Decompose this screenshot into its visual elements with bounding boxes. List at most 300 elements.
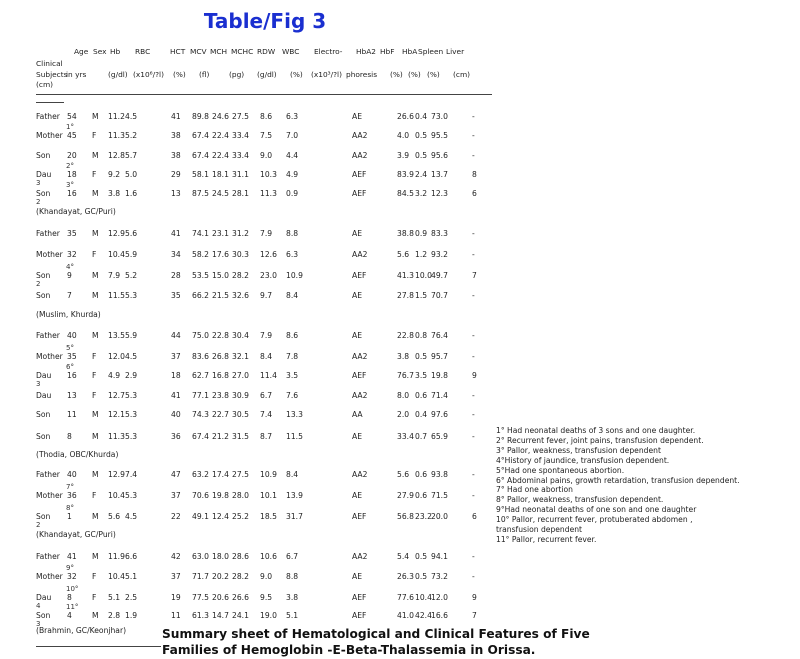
cell-age: 1 — [67, 512, 72, 521]
cell-wbc: 11.5 — [286, 432, 303, 441]
cell-hba: 97.6 — [431, 410, 448, 419]
cell-hct: 42 — [171, 552, 181, 561]
cell-age: 35 — [67, 352, 77, 361]
cell-wbc: 13.3 — [286, 410, 303, 419]
family-caption: (Khandayat, GC/Puri) — [36, 530, 116, 539]
cell-hct: 35 — [171, 291, 181, 300]
cell-sex: M — [92, 271, 99, 280]
cell-sex: F — [92, 593, 97, 602]
cell-age: 32 — [67, 250, 77, 259]
footnote: 2° Recurrent fever, joint pains, transfusion dependent. — [496, 435, 704, 445]
table-row — [0, 611, 500, 622]
cell-rbc: 5.2 — [125, 131, 138, 140]
cell-hb: 10.4 — [108, 572, 125, 581]
header-hbf: HbF — [380, 47, 395, 56]
cell-spleen: - — [472, 491, 475, 500]
cell-mch: 17.4 — [212, 470, 229, 479]
cell-subject: Dau — [36, 371, 52, 380]
cell-hb: 3.8 — [108, 189, 121, 198]
cell-mchc: 30.3 — [232, 250, 249, 259]
cell-hb: 11.2 — [108, 112, 125, 121]
table-row — [0, 189, 500, 200]
subject-index: 2 — [36, 198, 41, 206]
header-clinical: Clinical — [36, 59, 63, 68]
cell-hba2: 2.0 — [397, 410, 410, 419]
cell-hba2: 77.6 — [397, 593, 414, 602]
cell-spleen: 7 — [472, 611, 477, 620]
cell-hbf: 0.7 — [415, 432, 428, 441]
cell-mcv: 67.4 — [192, 151, 209, 160]
cell-sex: F — [92, 491, 97, 500]
cell-mcv: 58.2 — [192, 250, 209, 259]
cell-spleen: 9 — [472, 371, 477, 380]
cell-hba: 93.2 — [431, 250, 448, 259]
cell-rbc: 5.3 — [125, 391, 138, 400]
cell-hct: 37 — [171, 352, 181, 361]
cell-electro: AA2 — [352, 250, 368, 259]
cell-hb: 11.3 — [108, 432, 125, 441]
cell-rbc: 5.7 — [125, 151, 138, 160]
family-caption: (Khandayat, GC/Puri) — [36, 207, 116, 216]
cell-hbf: 10.4 — [415, 593, 432, 602]
cell-mchc: 27.5 — [232, 112, 249, 121]
cell-mcv: 49.1 — [192, 512, 209, 521]
header-electro: Electro- — [314, 47, 343, 56]
cell-hba: 12.3 — [431, 189, 448, 198]
cell-rdw: 10.3 — [260, 170, 277, 179]
cell-mchc: 32.6 — [232, 291, 249, 300]
header-cm: (cm) — [36, 80, 54, 89]
cell-spleen: - — [472, 572, 475, 581]
cell-wbc: 3.5 — [286, 371, 299, 380]
footnote-mark: 7° — [66, 483, 74, 491]
cell-mch: 26.8 — [212, 352, 229, 361]
table-row — [0, 291, 500, 302]
cell-mchc: 33.4 — [232, 131, 249, 140]
cell-age: 16 — [67, 371, 77, 380]
caption-line-2: Families of Hemoglobin -E-Beta-Thalassemia in Orissa. — [162, 643, 536, 657]
cell-wbc: 8.8 — [286, 572, 299, 581]
cell-mch: 21.5 — [212, 291, 229, 300]
cell-rdw: 9.7 — [260, 291, 273, 300]
cell-mch: 23.8 — [212, 391, 229, 400]
cell-rbc: 4.5 — [125, 112, 138, 121]
footnote: 7° Had one abortion — [496, 485, 573, 495]
cell-hba2: 41.3 — [397, 271, 414, 280]
header-age: Age — [74, 47, 89, 56]
cell-electro: AEF — [352, 512, 367, 521]
cell-rdw: 7.4 — [260, 410, 273, 419]
cell-hbf: 3.2 — [415, 189, 428, 198]
cell-wbc: 8.4 — [286, 291, 299, 300]
cell-electro: AEF — [352, 189, 367, 198]
cell-hba: 70.7 — [431, 291, 448, 300]
cell-electro: AA2 — [352, 391, 368, 400]
cell-wbc: 10.9 — [286, 271, 303, 280]
figure-caption — [162, 626, 612, 658]
cell-hct: 38 — [171, 151, 181, 160]
footnote-mark: 5° — [66, 344, 74, 352]
cell-hb: 7.9 — [108, 271, 121, 280]
cell-rbc: 5.9 — [125, 331, 138, 340]
cell-hba2: 3.8 — [397, 352, 410, 361]
header-spleen: Spleen — [418, 47, 444, 56]
cell-hbf: 0.5 — [415, 552, 428, 561]
cell-sex: F — [92, 391, 97, 400]
cell-hba: 49.7 — [431, 271, 448, 280]
cell-hbf: 42.4 — [415, 611, 432, 620]
cell-electro: AA2 — [352, 352, 368, 361]
cell-wbc: 6.3 — [286, 250, 299, 259]
table-row — [0, 229, 500, 240]
cell-wbc: 8.8 — [286, 229, 299, 238]
cell-hba2: 27.9 — [397, 491, 414, 500]
cell-spleen: 9 — [472, 593, 477, 602]
cell-hb: 12.9 — [108, 470, 125, 479]
header-mch: MCH — [210, 47, 228, 56]
table-row — [0, 470, 500, 481]
cell-subject: Mother — [36, 250, 63, 259]
cell-hbf: 0.9 — [415, 229, 428, 238]
cell-hb: 5.6 — [108, 512, 121, 521]
cell-wbc: 7.8 — [286, 352, 299, 361]
cell-mchc: 30.4 — [232, 331, 249, 340]
cell-electro: AEF — [352, 271, 367, 280]
cell-hba: 73.0 — [431, 112, 448, 121]
cell-hba: 65.9 — [431, 432, 448, 441]
cell-hbf: 0.4 — [415, 410, 428, 419]
cell-mcv: 70.6 — [192, 491, 209, 500]
cell-hb: 4.9 — [108, 371, 121, 380]
cell-mch: 18.0 — [212, 552, 229, 561]
cell-rdw: 9.5 — [260, 593, 273, 602]
cell-mcv: 62.7 — [192, 371, 209, 380]
cell-subject: Father — [36, 229, 60, 238]
cell-hbf: 0.4 — [415, 112, 428, 121]
subject-index: 4 — [36, 602, 41, 610]
cell-hba2: 4.0 — [397, 131, 410, 140]
cell-hba2: 5.4 — [397, 552, 410, 561]
table-row — [0, 112, 500, 123]
footnote-mark: 2° — [66, 162, 74, 170]
cell-sex: M — [92, 552, 99, 561]
header-wbc: WBC — [282, 47, 300, 56]
cell-rdw: 9.0 — [260, 151, 273, 160]
cell-hba2: 8.0 — [397, 391, 410, 400]
cell-subject: Mother — [36, 491, 63, 500]
cell-subject: Son — [36, 291, 51, 300]
cell-electro: AEF — [352, 593, 367, 602]
cell-hba2: 76.7 — [397, 371, 414, 380]
table-row — [0, 151, 500, 162]
cell-electro: AA2 — [352, 470, 368, 479]
caption-rule — [36, 646, 161, 647]
header-hba-unit: (%) — [427, 70, 440, 79]
cell-hba: 95.7 — [431, 352, 448, 361]
table-row — [0, 371, 500, 382]
header-rbc-unit: (x10⁶/?l) — [133, 70, 164, 79]
cell-rbc: 5.1 — [125, 572, 138, 581]
footnote: 4°History of jaundice, transfusion dependent. — [496, 455, 670, 465]
cell-rdw: 10.6 — [260, 552, 277, 561]
subject-index: 2 — [36, 280, 41, 288]
cell-subject: Son — [36, 189, 51, 198]
cell-hct: 47 — [171, 470, 181, 479]
cell-hct: 34 — [171, 250, 181, 259]
cell-hb: 11.3 — [108, 131, 125, 140]
cell-electro: AE — [352, 291, 362, 300]
table-row — [0, 491, 500, 502]
cell-hba2: 26.6 — [397, 112, 414, 121]
cell-age: 40 — [67, 331, 77, 340]
cell-hb: 10.4 — [108, 491, 125, 500]
table-row — [0, 391, 500, 402]
cell-age: 32 — [67, 572, 77, 581]
family-caption: (Brahmin, GC/Keonjhar) — [36, 626, 127, 635]
cell-rbc: 5.3 — [125, 410, 138, 419]
table-row — [0, 170, 500, 181]
cell-rbc: 4.5 — [125, 512, 138, 521]
cell-subject: Mother — [36, 572, 63, 581]
cell-wbc: 7.0 — [286, 131, 299, 140]
cell-hbf: 2.4 — [415, 170, 428, 179]
cell-hbf: 0.6 — [415, 470, 428, 479]
table-row — [0, 552, 500, 563]
cell-spleen: 8 — [472, 170, 477, 179]
cell-hba2: 3.9 — [397, 151, 410, 160]
cell-spleen: 6 — [472, 189, 477, 198]
cell-subject: Father — [36, 112, 60, 121]
cell-hct: 41 — [171, 112, 181, 121]
footnote-mark: 11° — [66, 603, 79, 611]
cell-wbc: 5.1 — [286, 611, 299, 620]
cell-mchc: 33.4 — [232, 151, 249, 160]
cell-mcv: 89.8 — [192, 112, 209, 121]
cell-electro: AEF — [352, 611, 367, 620]
cell-wbc: 4.4 — [286, 151, 299, 160]
header-hba2-unit: (%) — [390, 70, 403, 79]
cell-subject: Father — [36, 470, 60, 479]
cell-age: 16 — [67, 189, 77, 198]
cell-rbc: 1.6 — [125, 189, 138, 198]
cell-mch: 14.7 — [212, 611, 229, 620]
cell-rbc: 5.6 — [125, 229, 138, 238]
cell-hb: 12.1 — [108, 410, 125, 419]
cell-mchc: 27.0 — [232, 371, 249, 380]
cell-mch: 19.8 — [212, 491, 229, 500]
caption-line-1: Summary sheet of Hematological and Clinical Features of Five — [162, 627, 590, 641]
cell-hba2: 41.0 — [397, 611, 414, 620]
cell-age: 4 — [67, 611, 72, 620]
cell-wbc: 8.6 — [286, 331, 299, 340]
header-subjects: Subjects — [36, 70, 68, 79]
cell-mchc: 24.1 — [232, 611, 249, 620]
cell-spleen: - — [472, 291, 475, 300]
cell-rdw: 8.4 — [260, 352, 273, 361]
cell-wbc: 0.9 — [286, 189, 299, 198]
cell-hct: 18 — [171, 371, 181, 380]
cell-hb: 12.7 — [108, 391, 125, 400]
cell-age: 40 — [67, 470, 77, 479]
cell-spleen: - — [472, 391, 475, 400]
header-in-yrs: in yrs — [66, 70, 87, 79]
cell-hct: 44 — [171, 331, 181, 340]
header-rdw-unit: (%) — [290, 70, 303, 79]
cell-hct: 11 — [171, 611, 181, 620]
cell-mch: 22.8 — [212, 331, 229, 340]
header-mchc-unit: (g/dl) — [257, 70, 277, 79]
cell-mcv: 87.5 — [192, 189, 209, 198]
cell-mchc: 31.2 — [232, 229, 249, 238]
cell-sex: M — [92, 291, 99, 300]
cell-electro: AA2 — [352, 151, 368, 160]
page-title: Table/Fig 3 — [203, 9, 327, 33]
cell-age: 13 — [67, 391, 77, 400]
cell-sex: F — [92, 572, 97, 581]
cell-mch: 22.4 — [212, 151, 229, 160]
cell-hct: 41 — [171, 229, 181, 238]
cell-rdw: 11.4 — [260, 371, 277, 380]
cell-hba: 94.1 — [431, 552, 448, 561]
cell-subject: Mother — [36, 352, 63, 361]
cell-spleen: - — [472, 229, 475, 238]
cell-rbc: 2.9 — [125, 371, 138, 380]
cell-mch: 12.4 — [212, 512, 229, 521]
cell-rdw: 18.5 — [260, 512, 277, 521]
cell-age: 36 — [67, 491, 77, 500]
cell-subject: Dau — [36, 593, 52, 602]
cell-subject: Son — [36, 611, 51, 620]
cell-hba2: 5.6 — [397, 250, 410, 259]
family-caption: (Muslim, Khurda) — [36, 310, 101, 319]
cell-mchc: 30.5 — [232, 410, 249, 419]
cell-hba2: 27.8 — [397, 291, 414, 300]
header-mchc: MCHC — [231, 47, 254, 56]
cell-mcv: 67.4 — [192, 432, 209, 441]
cell-mch: 22.4 — [212, 131, 229, 140]
cell-age: 54 — [67, 112, 77, 121]
cell-rdw: 6.7 — [260, 391, 273, 400]
table-row — [0, 352, 500, 363]
cell-hba: 71.4 — [431, 391, 448, 400]
cell-sex: M — [92, 331, 99, 340]
header-hba2: HbA2 — [356, 47, 377, 56]
cell-hb: 12.8 — [108, 151, 125, 160]
cell-hba: 19.8 — [431, 371, 448, 380]
footnote: 11° Pallor, recurrent fever. — [496, 534, 597, 544]
header-wbc-unit: (x10³/?l) — [311, 70, 342, 79]
footnote: 3° Pallor, weakness, transfusion dependent — [496, 445, 661, 455]
cell-hbf: 3.5 — [415, 371, 428, 380]
cell-sex: F — [92, 131, 97, 140]
cell-rbc: 5.3 — [125, 491, 138, 500]
cell-age: 35 — [67, 229, 77, 238]
subject-index: 3 — [36, 380, 41, 388]
cell-rdw: 10.9 — [260, 470, 277, 479]
table-row — [0, 250, 500, 261]
cell-wbc: 13.9 — [286, 491, 303, 500]
cell-hbf: 0.5 — [415, 151, 428, 160]
cell-subject: Son — [36, 271, 51, 280]
cell-rbc: 5.0 — [125, 170, 138, 179]
cell-hba2: 56.8 — [397, 512, 414, 521]
cell-rdw: 11.3 — [260, 189, 277, 198]
subject-index: 3 — [36, 179, 41, 187]
cell-rdw: 23.0 — [260, 271, 277, 280]
header-rdw: RDW — [257, 47, 276, 56]
cell-age: 20 — [67, 151, 77, 160]
cell-hct: 40 — [171, 410, 181, 419]
cell-mchc: 27.5 — [232, 470, 249, 479]
table-row — [0, 512, 500, 523]
footnote: 5°Had one spontaneous abortion. — [496, 465, 625, 475]
cell-mchc: 28.6 — [232, 552, 249, 561]
cell-sex: M — [92, 189, 99, 198]
cell-hba: 16.6 — [431, 611, 448, 620]
cell-electro: AA2 — [352, 131, 368, 140]
footnote-mark: 3° — [66, 181, 74, 189]
cell-sex: M — [92, 229, 99, 238]
cell-hbf: 1.2 — [415, 250, 428, 259]
table-row — [0, 131, 500, 142]
cell-electro: AEF — [352, 170, 367, 179]
header-hba: HbA — [402, 47, 418, 56]
cell-wbc: 6.3 — [286, 112, 299, 121]
cell-rbc: 4.5 — [125, 352, 138, 361]
cell-hb: 13.5 — [108, 331, 125, 340]
cell-hb: 12.0 — [108, 352, 125, 361]
cell-subject: Father — [36, 552, 60, 561]
cell-mchc: 30.9 — [232, 391, 249, 400]
cell-mch: 15.0 — [212, 271, 229, 280]
cell-spleen: - — [472, 410, 475, 419]
cell-hct: 36 — [171, 432, 181, 441]
cell-mcv: 77.1 — [192, 391, 209, 400]
cell-sex: M — [92, 512, 99, 521]
cell-mch: 24.6 — [212, 112, 229, 121]
cell-age: 45 — [67, 131, 77, 140]
cell-mcv: 63.0 — [192, 552, 209, 561]
cell-hba: 20.0 — [431, 512, 448, 521]
cell-hbf: 10.0 — [415, 271, 432, 280]
cell-wbc: 7.6 — [286, 391, 299, 400]
header-hb: Hb — [110, 47, 121, 56]
cell-hba: 12.0 — [431, 593, 448, 602]
cell-rbc: 5.3 — [125, 291, 138, 300]
cell-mch: 17.6 — [212, 250, 229, 259]
cell-rbc: 2.5 — [125, 593, 138, 602]
cell-hct: 41 — [171, 391, 181, 400]
cell-sex: M — [92, 470, 99, 479]
subject-index: 2 — [36, 521, 41, 529]
cell-hct: 38 — [171, 131, 181, 140]
cell-hba2: 22.8 — [397, 331, 414, 340]
cell-hct: 22 — [171, 512, 181, 521]
header-hct: HCT — [170, 47, 186, 56]
cell-hb: 10.4 — [108, 250, 125, 259]
cell-hba: 13.7 — [431, 170, 448, 179]
cell-hct: 37 — [171, 572, 181, 581]
cell-hba2: 33.4 — [397, 432, 414, 441]
cell-spleen: - — [472, 352, 475, 361]
cell-subject: Dau — [36, 170, 52, 179]
cell-rbc: 7.4 — [125, 470, 138, 479]
cell-hct: 29 — [171, 170, 181, 179]
cell-rdw: 8.7 — [260, 432, 273, 441]
cell-age: 11 — [67, 410, 77, 419]
cell-age: 41 — [67, 552, 77, 561]
header-rbc: RBC — [135, 47, 151, 56]
